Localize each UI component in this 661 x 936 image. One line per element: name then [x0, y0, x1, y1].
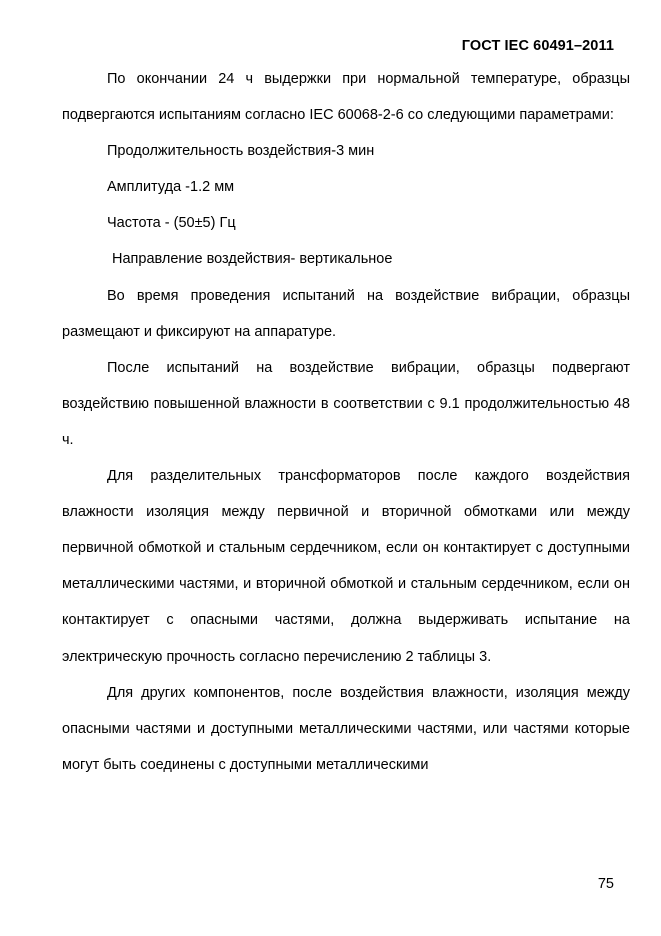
paragraph-test-intro: По окончании 24 ч выдержки при нормальной температуре, образцы подвергаются испытаниям согласно IEC 60068-2-6 со следующими параметрами: [62, 71, 630, 124]
paragraph-vibration-mounting: Во время проведения испытаний на воздействие вибрации, образцы размещают и фиксируют на аппаратуре. [62, 287, 630, 340]
paragraph-other-components: Для других компонентов, после воздействия влажности, изоляция между опасными частями и доступными металлическими частями, или частями которые могут быть соединены с доступными металлическими [62, 684, 630, 773]
paragraph-isolating-transformers: Для разделительных трансформаторов после каждого воздействия влажности изоляция между первичной и вторичной обмотками или между первичной обмоткой и стальным сердечником, если он контактирует с доступными металлическими частями, и вторичной обмоткой и стальным сердечником, если он контактирует с опасными частями, должна выдерживать испытание на электрическую прочность согласно перечислению 2 таблицы 3. [62, 468, 630, 665]
document-body [62, 61, 630, 783]
parameter-direction: Направление воздействия- вертикальное [112, 251, 393, 268]
parameter-amplitude: Амплитуда -1.2 мм [107, 179, 235, 196]
parameter-frequency: Частота - (50±5) Гц [107, 215, 236, 232]
page-number: 75 [597, 876, 614, 892]
parameter-duration: Продолжительность воздействия-3 мин [107, 143, 375, 160]
paragraph-humidity-test: После испытаний на воздействие вибрации, образцы подвергают воздействию повышенной влажности в соответствии с 9.1 продолжительностью 48 ч. [62, 359, 630, 448]
document-standard-code: ГОСТ IEC 60491–2011 [461, 38, 614, 54]
